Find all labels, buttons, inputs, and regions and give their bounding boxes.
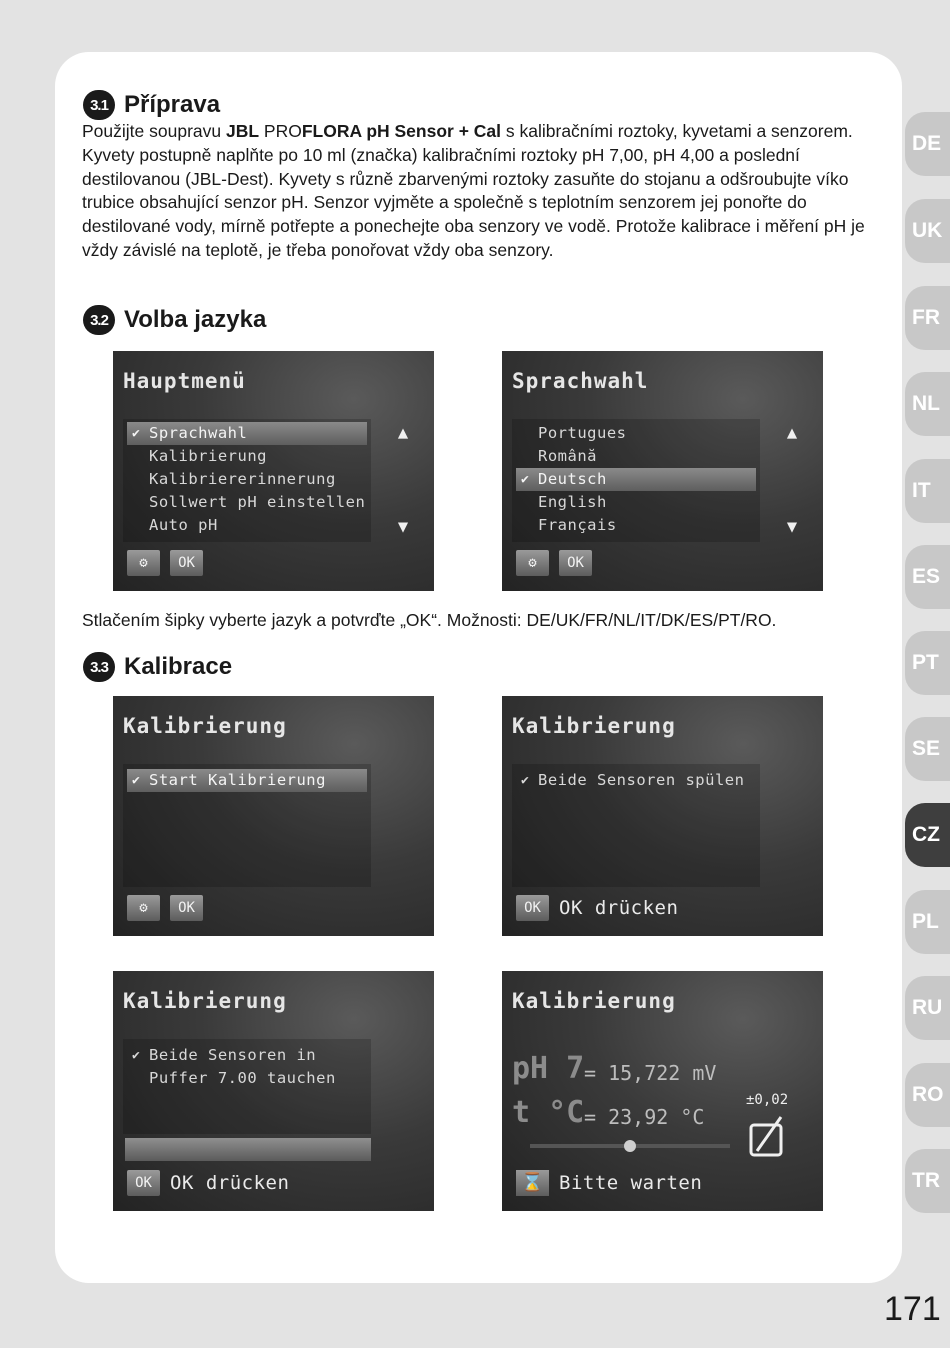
- ok-hint: OK drücken: [559, 897, 679, 919]
- screen-title: Hauptmenü: [123, 369, 246, 393]
- settings-button[interactable]: [127, 895, 160, 921]
- device-screen-language: [502, 351, 823, 591]
- ok-button[interactable]: OK: [127, 1170, 160, 1196]
- device-screen-calibration-start: [113, 696, 434, 936]
- menu-item[interactable]: Sollwert pH einstellen: [149, 493, 366, 511]
- tolerance-label: ±0,02: [746, 1092, 789, 1108]
- arrow-up-icon[interactable]: ▲: [397, 423, 409, 443]
- checkmark-icon: ✔: [132, 773, 141, 788]
- progress-bar: [125, 1138, 371, 1161]
- preparation-paragraph: Použijte soupravu JBL PROFLORA pH Sensor + Cal s kalibračními roztoky, kyvetami a senzorem. Kyvety postupně naplňte po 10 ml (značka) kalibračními roztoky pH 7,00, pH 4,00 a poslední destilovanou (JBL-Dest). Kyvety s různě zbarvenými roztoky zasuňte do stojanu a odšroubujte víko trubice obsahující senzor pH. Senzor vyjměte a společně s teplotním senzorem jej ponořte do destilované vody, mírně potřepte a ponechejte oba senzory ve vodě. Protože kalibrace i měření pH je vždy závislé na teplotě, je třeba ponořovat vždy oba senzory.: [82, 121, 865, 260]
- menu-list: [123, 764, 371, 887]
- device-screen-calibration-rinse: [502, 696, 823, 936]
- ok-hint: OK drücken: [170, 1172, 290, 1194]
- checkmark-icon: ✔: [521, 773, 530, 788]
- language-caption: Stlačením šipky vyberte jazyk a potvrďte „OK“. Možnosti: DE/UK/FR/NL/IT/DK/ES/PT/RO.: [82, 610, 777, 630]
- tab-de[interactable]: DE: [905, 112, 950, 176]
- settings-gear-icon: ⚙: [139, 900, 148, 916]
- language-item[interactable]: English: [538, 493, 607, 511]
- language-item[interactable]: ✔ Deutsch: [516, 468, 756, 491]
- tab-pl[interactable]: PL: [905, 890, 950, 954]
- checkmark-icon: ✔: [132, 426, 141, 441]
- stability-icon: [747, 1113, 787, 1161]
- temp-value: = 23,92 °C: [584, 1105, 705, 1129]
- tab-fr[interactable]: FR: [905, 286, 950, 350]
- language-list: [512, 419, 760, 542]
- tab-tr[interactable]: TR: [905, 1149, 950, 1213]
- tab-es[interactable]: ES: [905, 545, 950, 609]
- checkmark-icon: ✔: [132, 1048, 141, 1063]
- ok-button[interactable]: OK: [516, 895, 549, 921]
- menu-item: ✔ Beide Sensoren spülen: [516, 769, 756, 792]
- tab-se[interactable]: SE: [905, 717, 950, 781]
- tab-nl[interactable]: NL: [905, 372, 950, 436]
- ok-button[interactable]: OK: [170, 550, 203, 576]
- settings-gear-icon: ⚙: [139, 555, 148, 571]
- menu-item[interactable]: Kalibriererinnerung: [149, 470, 336, 488]
- menu-item[interactable]: ✔ Sprachwahl: [127, 422, 367, 445]
- screen-title: Sprachwahl: [512, 369, 649, 393]
- arrow-down-icon[interactable]: ▼: [397, 517, 409, 537]
- ph-value: = 15,722 mV: [584, 1061, 717, 1085]
- section-heading-calibration: [83, 652, 232, 682]
- section-title: Příprava: [124, 91, 221, 118]
- temp-label: t °C: [512, 1095, 585, 1130]
- section-heading-preparation: [83, 90, 220, 120]
- tab-cz[interactable]: CZ: [905, 803, 950, 867]
- status-text: Bitte warten: [559, 1172, 703, 1194]
- screen-title: Kalibrierung: [123, 989, 287, 1013]
- menu-list: [512, 764, 760, 887]
- tab-ru[interactable]: RU: [905, 976, 950, 1040]
- ok-button[interactable]: OK: [170, 895, 203, 921]
- arrow-up-icon[interactable]: ▲: [786, 423, 798, 443]
- menu-item[interactable]: ✔ Start Kalibrierung: [127, 769, 367, 792]
- menu-item[interactable]: Kalibrierung: [149, 447, 267, 465]
- menu-item: ✔ Beide Sensoren in: [127, 1044, 367, 1067]
- tab-it[interactable]: IT: [905, 459, 950, 523]
- menu-item[interactable]: Auto pH: [149, 516, 218, 534]
- section-number-badge: 3.2: [83, 305, 115, 335]
- settings-button[interactable]: [127, 550, 160, 576]
- tab-ro[interactable]: RO: [905, 1063, 950, 1127]
- language-item[interactable]: Română: [538, 447, 597, 465]
- arrow-down-icon[interactable]: ▼: [786, 517, 798, 537]
- section-number-badge: 3.1: [83, 90, 115, 120]
- section-heading-language: [83, 305, 266, 335]
- menu-list: [123, 419, 371, 542]
- section-title: Volba jazyka: [124, 306, 267, 333]
- screen-title: Kalibrierung: [512, 714, 676, 738]
- checkmark-icon: ✔: [521, 472, 530, 487]
- section-number-badge: 3.3: [83, 652, 115, 682]
- section-title: Kalibrace: [124, 653, 233, 680]
- ph-label: pH 7: [512, 1051, 585, 1086]
- page-number: 171: [884, 1290, 941, 1328]
- tab-pt[interactable]: PT: [905, 631, 950, 695]
- tab-uk[interactable]: UK: [905, 199, 950, 263]
- screen-title: Kalibrierung: [512, 989, 676, 1013]
- settings-button[interactable]: [516, 550, 549, 576]
- hourglass-icon: ⌛: [516, 1170, 549, 1196]
- screen-title: Kalibrierung: [123, 714, 287, 738]
- menu-item: Puffer 7.00 tauchen: [149, 1069, 336, 1087]
- device-screen-main-menu: [113, 351, 434, 591]
- settings-gear-icon: ⚙: [528, 555, 537, 571]
- menu-list: [123, 1039, 371, 1134]
- stability-knob: [624, 1140, 636, 1152]
- device-screen-calibration-measure: [502, 971, 823, 1211]
- device-screen-calibration-buffer: [113, 971, 434, 1211]
- language-item[interactable]: Français: [538, 516, 617, 534]
- ok-button[interactable]: OK: [559, 550, 592, 576]
- language-item[interactable]: Portugues: [538, 424, 627, 442]
